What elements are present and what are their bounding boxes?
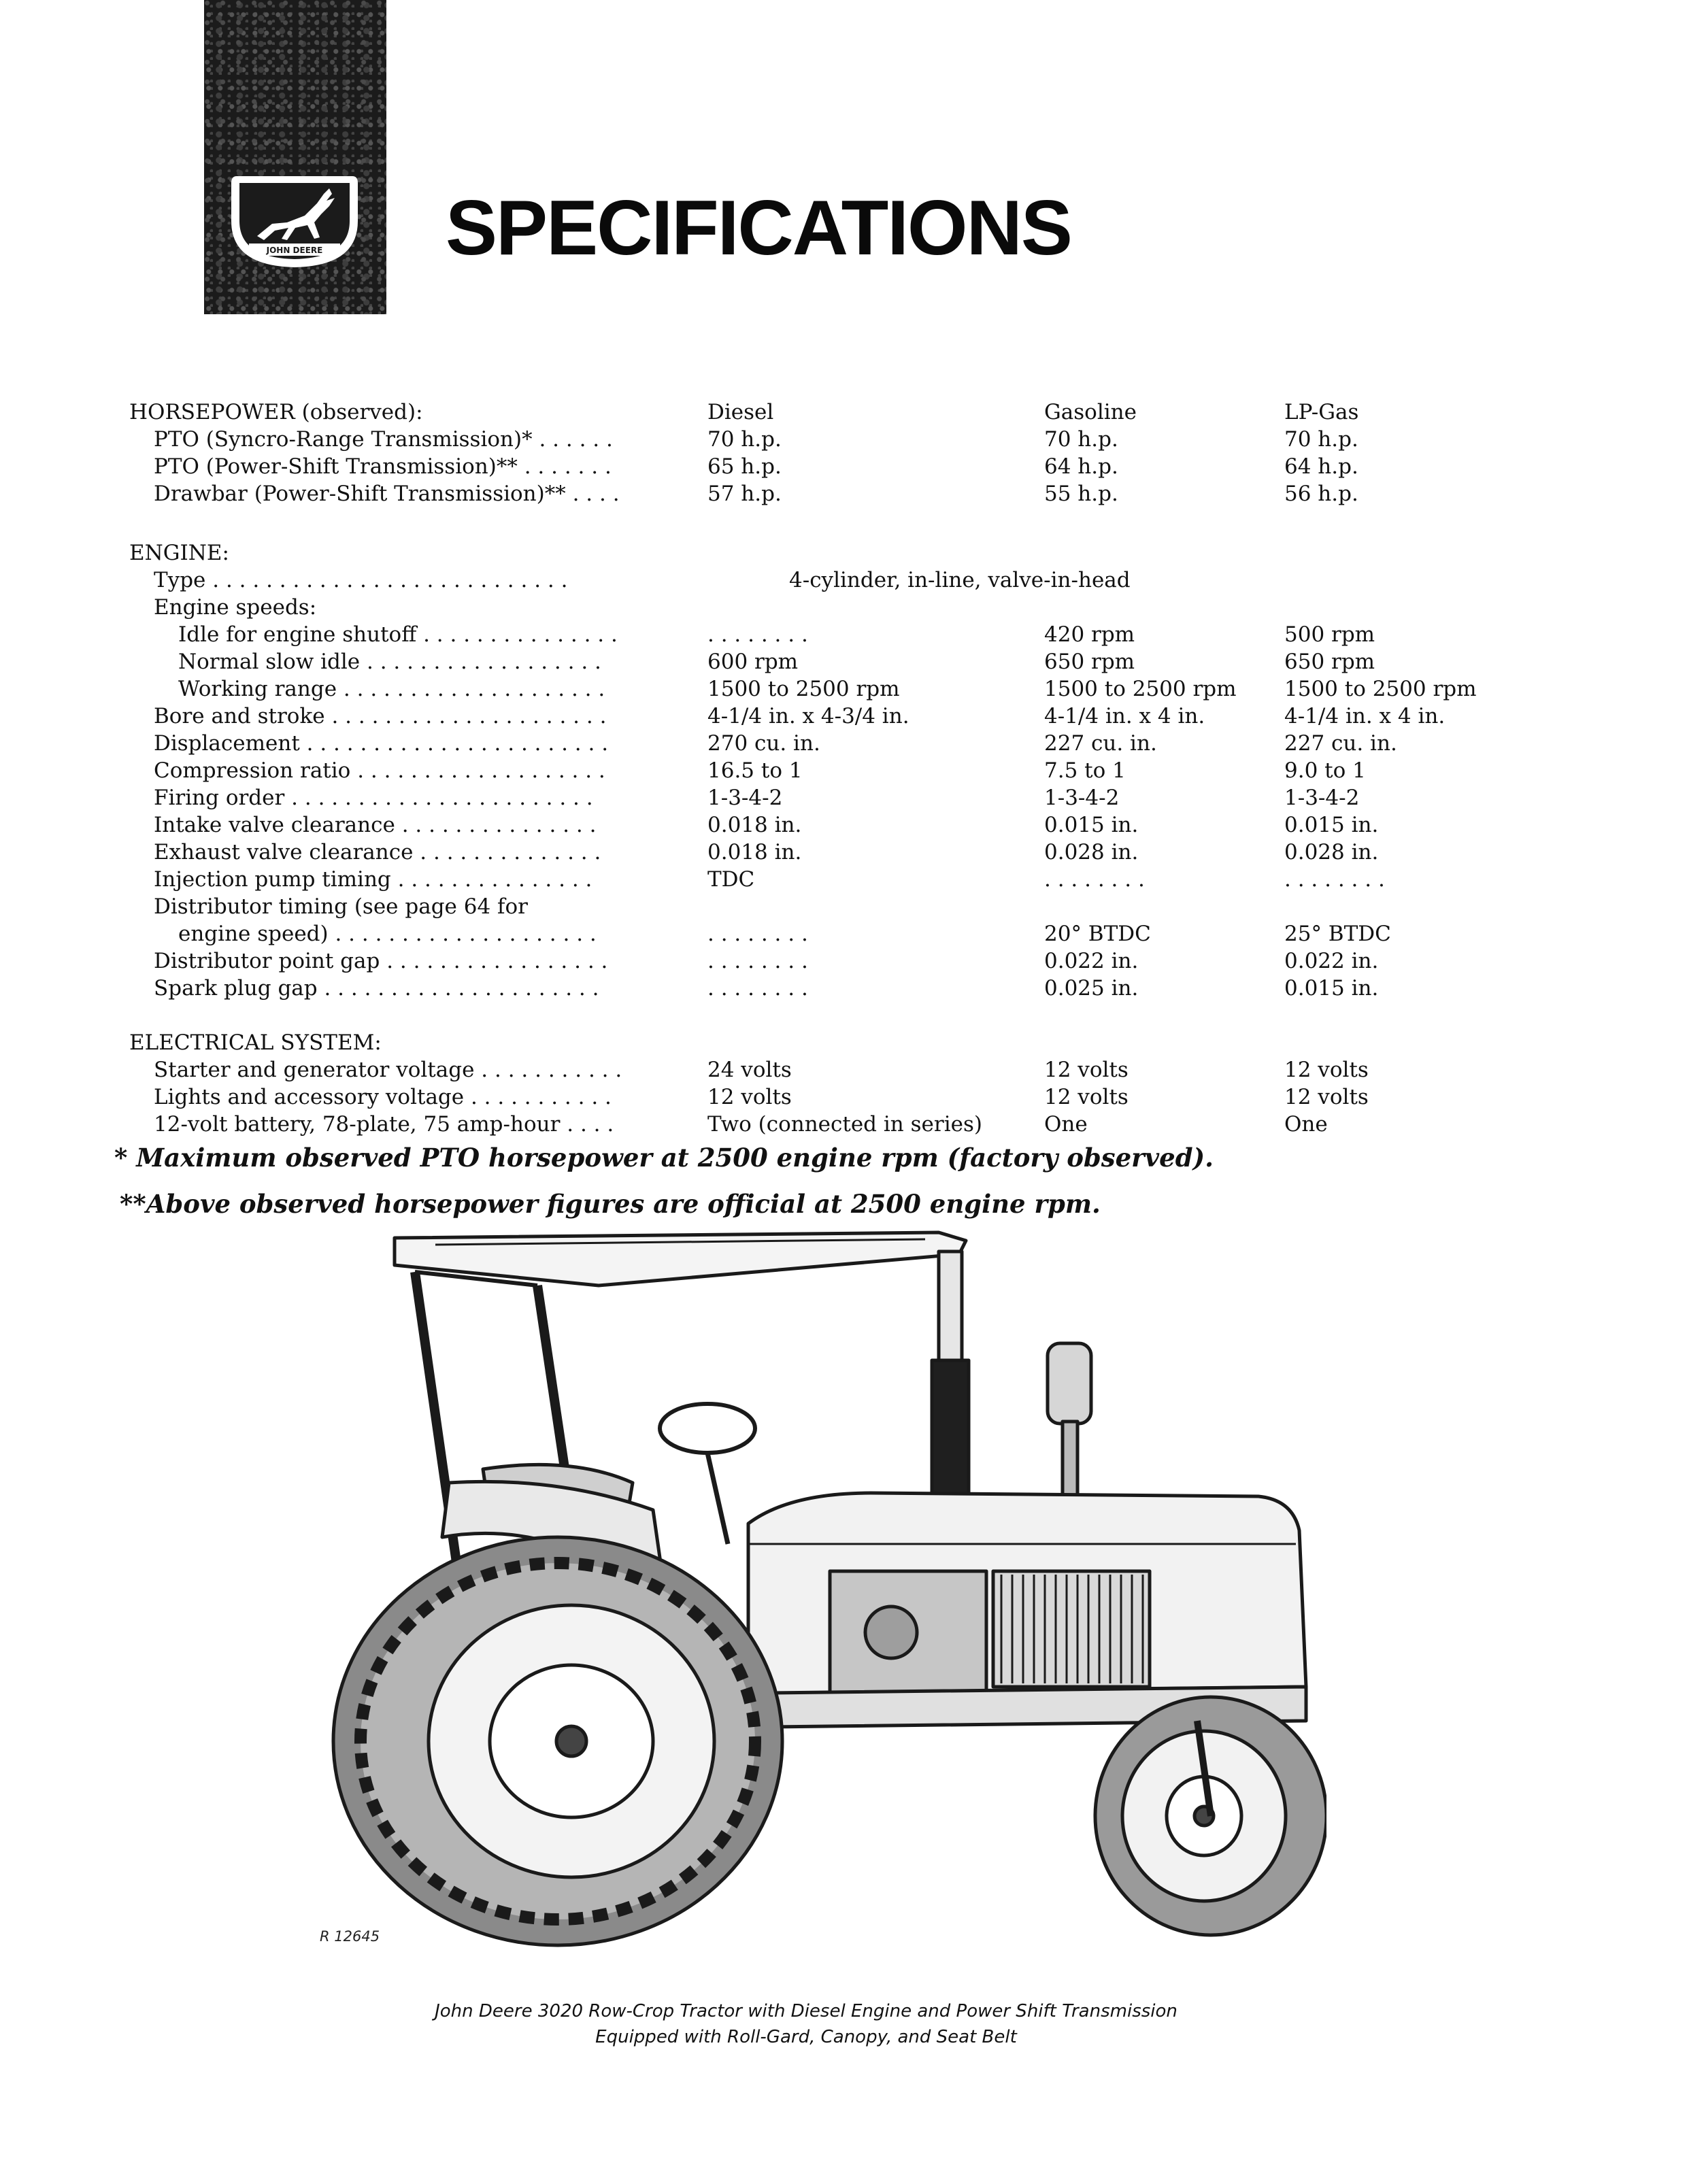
row-label: Compression ratio . . . . . . . . . . . . . . . . . . . [154,758,605,783]
cell-gasoline: 227 cu. in. [1044,731,1157,756]
column-header-diesel: Diesel [707,400,774,424]
row-label: Lights and accessory voltage . . . . . . . . . . . [154,1085,612,1109]
cell-gasoline: 650 rpm [1044,650,1135,674]
tractor-illustration [313,1224,1326,1959]
figure-caption-line1: John Deere 3020 Row-Crop Tractor with Diesel Engine and Power Shift Transmission [435,2001,1177,2021]
row-label: Type . . . . . . . . . . . . . . . . . . . . . . . . . . . [154,568,568,592]
table-row [0,650,1687,677]
cell-lpgas: 4-1/4 in. x 4 in. [1284,704,1446,728]
cell-gasoline: One [1044,1112,1088,1137]
figure-id: R 12645 [320,1928,380,1945]
table-row [0,786,1687,813]
cell-gasoline: 1500 to 2500 rpm [1044,677,1237,701]
cell-diesel: . . . . . . . . [707,922,808,946]
cell-gasoline: 0.022 in. [1044,949,1139,973]
electrical-header-row [0,1030,1687,1058]
engine-header-row [0,541,1687,568]
cell-lpgas: 9.0 to 1 [1284,758,1366,783]
row-label: Displacement . . . . . . . . . . . . . . . . . . . . . . . [154,731,609,756]
cell-lpgas: 1500 to 2500 rpm [1284,677,1477,701]
row-label: Distributor timing (see page 64 for [154,894,528,919]
row-label: Drawbar (Power-Shift Transmission)** . . . . [154,482,620,506]
cell-lpgas: 25° BTDC [1284,922,1391,946]
table-row [0,454,1687,482]
cell-gasoline: 64 h.p. [1044,454,1118,479]
table-row [0,922,1687,949]
cell-diesel: 70 h.p. [707,427,782,452]
table-row [0,976,1687,1003]
logo-text: JOHN DEERE [266,246,323,255]
row-label: Idle for engine shutoff . . . . . . . . . . . . . . . [178,622,618,647]
cell-engine-type: 4-cylinder, in-line, valve-in-head [789,568,1131,592]
table-row [0,1058,1687,1085]
row-label: Starter and generator voltage . . . . . . . . . . . [154,1058,622,1082]
engine-heading: ENGINE: [129,541,229,565]
cell-gasoline: 1-3-4-2 [1044,786,1120,810]
row-label: Intake valve clearance . . . . . . . . . . . . . . . [154,813,597,837]
row-label: Firing order . . . . . . . . . . . . . . . . . . . . . . . [154,786,593,810]
electrical-heading: ELECTRICAL SYSTEM: [129,1030,382,1055]
cell-gasoline: 20° BTDC [1044,922,1151,946]
cell-diesel: 12 volts [707,1085,792,1109]
cell-diesel: 0.018 in. [707,840,802,864]
cell-diesel: Two (connected in series) [707,1112,982,1137]
cell-gasoline: 55 h.p. [1044,482,1118,506]
column-header-lpgas: LP-Gas [1284,400,1359,424]
row-label: Exhaust valve clearance . . . . . . . . . . . . . . [154,840,601,864]
table-row [0,568,1687,595]
table-row [0,622,1687,650]
horsepower-header-row [0,400,1687,427]
cell-gasoline: 7.5 to 1 [1044,758,1126,783]
deer-logo-icon [230,173,359,269]
cell-gasoline: 12 volts [1044,1058,1129,1082]
row-label: Working range . . . . . . . . . . . . . . . . . . . . [178,677,605,701]
horsepower-heading: HORSEPOWER (observed): [129,400,423,424]
cell-lpgas: 0.022 in. [1284,949,1379,973]
cell-diesel: 65 h.p. [707,454,782,479]
row-label: Distributor point gap . . . . . . . . . . . . . . . . . [154,949,608,973]
table-row [0,758,1687,786]
cell-diesel: 1500 to 2500 rpm [707,677,900,701]
table-row [0,949,1687,976]
cell-lpgas: 0.028 in. [1284,840,1379,864]
table-row [0,867,1687,894]
column-header-gasoline: Gasoline [1044,400,1137,424]
cell-diesel: 16.5 to 1 [707,758,803,783]
cell-gasoline: 0.025 in. [1044,976,1139,1001]
footnote-pto: * Maximum observed PTO horsepower at 2500 engine rpm (factory observed). [114,1143,1214,1173]
footnote-official: **Above observed horsepower figures are official at 2500 engine rpm. [120,1189,1101,1219]
cell-lpgas: . . . . . . . . [1284,867,1385,892]
cell-diesel: 24 volts [707,1058,792,1082]
cell-diesel: . . . . . . . . [707,622,808,647]
engine-speeds-heading-row [0,595,1687,622]
table-row [0,731,1687,758]
cell-gasoline: . . . . . . . . [1044,867,1145,892]
table-row [0,1112,1687,1139]
cell-diesel: 600 rpm [707,650,799,674]
cell-gasoline: 420 rpm [1044,622,1135,647]
cell-diesel: 1-3-4-2 [707,786,783,810]
cell-lpgas: 56 h.p. [1284,482,1358,506]
cell-lpgas: 227 cu. in. [1284,731,1397,756]
john-deere-logo [204,0,386,314]
figure-caption-line2: Equipped with Roll-Gard, Canopy, and Seat Belt [595,2027,1017,2047]
cell-gasoline: 70 h.p. [1044,427,1118,452]
row-label: PTO (Syncro-Range Transmission)* . . . . . . [154,427,613,452]
engine-speeds-heading: Engine speeds: [154,595,317,620]
cell-diesel: . . . . . . . . [707,949,808,973]
cell-lpgas: 650 rpm [1284,650,1375,674]
cell-lpgas: 12 volts [1284,1085,1369,1109]
cell-lpgas: 64 h.p. [1284,454,1358,479]
row-label: Normal slow idle . . . . . . . . . . . . . . . . . . [178,650,601,674]
row-label: PTO (Power-Shift Transmission)** . . . . . . . [154,454,612,479]
row-label: Bore and stroke . . . . . . . . . . . . . . . . . . . . . [154,704,607,728]
row-label: 12-volt battery, 78-plate, 75 amp-hour . . . . [154,1112,614,1137]
cell-diesel: 4-1/4 in. x 4-3/4 in. [707,704,909,728]
cell-gasoline: 0.028 in. [1044,840,1139,864]
page-title: SPECIFICATIONS [446,185,1071,271]
cell-diesel: 270 cu. in. [707,731,820,756]
table-row [0,1085,1687,1112]
table-row [0,427,1687,454]
row-label: engine speed) . . . . . . . . . . . . . . . . . . . . [178,922,597,946]
cell-lpgas: 500 rpm [1284,622,1375,647]
cell-lpgas: 12 volts [1284,1058,1369,1082]
cell-diesel: 0.018 in. [707,813,802,837]
table-row [0,677,1687,704]
cell-gasoline: 0.015 in. [1044,813,1139,837]
table-row [0,894,1687,922]
table-row [0,840,1687,867]
cell-diesel: . . . . . . . . [707,976,808,1001]
cell-diesel: TDC [707,867,755,892]
cell-diesel: 57 h.p. [707,482,782,506]
cell-lpgas: 0.015 in. [1284,976,1379,1001]
table-row [0,482,1687,509]
row-label: Spark plug gap . . . . . . . . . . . . . . . . . . . . . [154,976,599,1001]
cell-lpgas: 70 h.p. [1284,427,1358,452]
cell-lpgas: 1-3-4-2 [1284,786,1360,810]
cell-gasoline: 4-1/4 in. x 4 in. [1044,704,1205,728]
cell-lpgas: One [1284,1112,1328,1137]
cell-lpgas: 0.015 in. [1284,813,1379,837]
row-label: Injection pump timing . . . . . . . . . . . . . . . [154,867,592,892]
cell-gasoline: 12 volts [1044,1085,1129,1109]
table-row [0,813,1687,840]
table-row [0,704,1687,731]
